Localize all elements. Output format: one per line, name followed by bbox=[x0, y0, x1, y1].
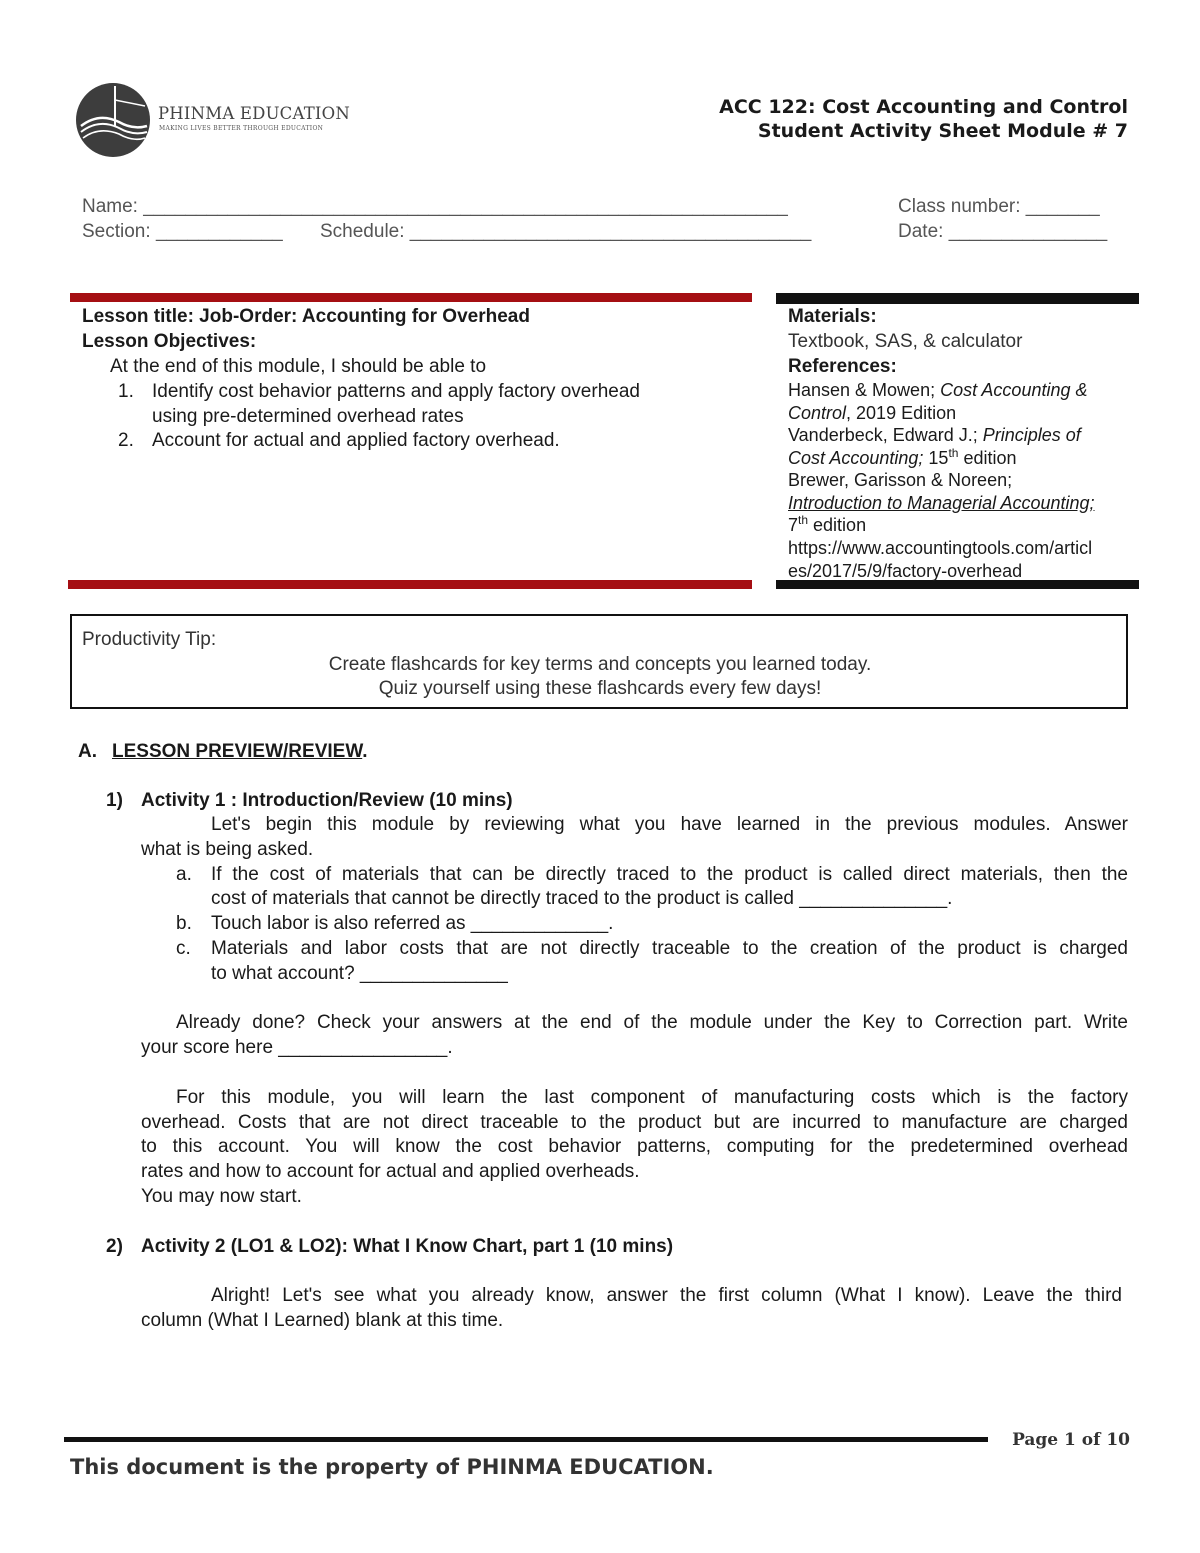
ref2-title-cont: Cost Accounting; bbox=[788, 447, 924, 468]
question-b-line1: Touch labor is also referred as _____________. bbox=[211, 913, 614, 934]
tip-line-1: Create flashcards for key terms and concepts you learned today. bbox=[328, 654, 872, 675]
done-line2: your score here ________________. bbox=[141, 1037, 453, 1058]
property-notice: This document is the property of PHINMA EDUCATION. bbox=[70, 1455, 714, 1479]
question-c-line2: to what account? ______________ bbox=[211, 963, 508, 984]
class-number-label: Class number: bbox=[898, 196, 1021, 217]
reference-3 bbox=[788, 469, 1095, 537]
ref3-edition-sup: th bbox=[798, 513, 809, 528]
materials-items: Textbook, SAS, & calculator bbox=[788, 331, 1023, 352]
activity-2-number: 2) bbox=[106, 1236, 123, 1257]
ref2-edition-word: edition bbox=[958, 447, 1017, 468]
objective-2-line1: Account for actual and applied factory overhead. bbox=[152, 430, 560, 451]
schedule-label: Schedule: bbox=[320, 221, 405, 242]
objective-1-line1: Identify cost behavior patterns and apply factory overhead bbox=[152, 381, 640, 402]
module-paragraph-line3: to this account. You will know the cost behavior patterns, computing for the predetermined overhead bbox=[141, 1136, 1128, 1157]
ref3-title: Introduction to Managerial Accounting; bbox=[788, 492, 1095, 513]
section-a-heading bbox=[112, 740, 368, 765]
activity-1-number: 1) bbox=[106, 790, 123, 811]
date-label: Date: bbox=[898, 221, 944, 242]
question-c-label: c. bbox=[176, 938, 191, 959]
footer-rule bbox=[64, 1437, 988, 1442]
class-number-field[interactable] bbox=[898, 195, 1100, 220]
module-paragraph-line5: You may now start. bbox=[141, 1186, 302, 1207]
activity-2-heading: Activity 2 (LO1 & LO2): What I Know Chart, part 1 (10 mins) bbox=[141, 1236, 674, 1257]
ref3-edition-num: 7 bbox=[788, 515, 799, 536]
date-field[interactable] bbox=[898, 220, 1107, 245]
section-blank: ____________ bbox=[155, 221, 283, 242]
name-label: Name: bbox=[82, 196, 138, 217]
phinma-logo-icon bbox=[75, 82, 151, 158]
objective-1-number: 1. bbox=[118, 381, 134, 402]
schedule-field[interactable] bbox=[320, 220, 811, 245]
ref1-title: Cost Accounting & bbox=[940, 380, 1088, 400]
materials-heading: Materials: bbox=[788, 306, 877, 327]
module-paragraph-line2: overhead. Costs that are not direct traceable to the product but are incurred to manufacture are charged bbox=[141, 1112, 1128, 1133]
objectives-heading: Lesson Objectives: bbox=[82, 331, 257, 352]
page-number: Page 1 of 10 bbox=[1012, 1430, 1130, 1450]
section-a-letter: A. bbox=[78, 741, 97, 762]
logo-tagline: MAKING LIVES BETTER THROUGH EDUCATION bbox=[159, 125, 324, 132]
class-number-blank: _______ bbox=[1025, 196, 1100, 217]
ref4-url-line1: https://www.accountingtools.com/articl bbox=[788, 538, 1093, 558]
lesson-bottom-bar bbox=[68, 580, 752, 589]
ref3-authors: Brewer, Garisson & Noreen; bbox=[788, 470, 1013, 490]
activity-2-line2: column (What I Learned) blank at this time. bbox=[141, 1310, 504, 1331]
activity-2-line1: Alright! Let's see what you already know, answer the first column (What I know). Leave the third bbox=[211, 1285, 1122, 1306]
name-blank: _____________________________________________________________ bbox=[143, 196, 788, 217]
activity-1-heading: Activity 1 : Introduction/Review (10 mins) bbox=[141, 790, 513, 811]
references-heading: References: bbox=[788, 356, 897, 377]
logo-name: PHINMA EDUCATION bbox=[158, 104, 351, 123]
module-paragraph-line1: For this module, you will learn the last component of manufacturing costs which is the factory bbox=[176, 1087, 1128, 1108]
sheet-title: Student Activity Sheet Module # 7 bbox=[757, 120, 1128, 142]
course-title: ACC 122: Cost Accounting and Control bbox=[719, 96, 1128, 118]
objective-1-line2: using pre-determined overhead rates bbox=[152, 406, 464, 427]
section-label: Section: bbox=[82, 221, 151, 242]
section-a-period: . bbox=[362, 741, 368, 762]
ref2-edition-sup: th bbox=[948, 445, 959, 460]
ref1-edition: , 2019 Edition bbox=[846, 402, 957, 423]
question-c-line1: Materials and labor costs that are not directly traceable to the creation of the product is charged bbox=[211, 938, 1128, 959]
objectives-intro: At the end of this module, I should be able to bbox=[110, 356, 487, 377]
schedule-blank: ______________________________________ bbox=[409, 221, 812, 242]
activity-1-intro-line2: what is being asked. bbox=[141, 839, 314, 860]
ref1-title-cont: Control bbox=[788, 402, 847, 423]
ref2-edition-num: 15 bbox=[923, 447, 949, 468]
ref4-url-line2: es/2017/5/9/factory-overhead bbox=[788, 560, 1023, 581]
activity-1-intro-line1: Let's begin this module by reviewing what you have learned in the previous modules. Answer bbox=[211, 814, 1128, 835]
reference-4-link[interactable] bbox=[788, 537, 1092, 582]
question-a-label: a. bbox=[176, 864, 192, 885]
lesson-title: Lesson title: Job-Order: Accounting for Overhead bbox=[82, 306, 530, 327]
materials-top-bar bbox=[776, 293, 1139, 304]
section-a-title: LESSON PREVIEW/REVIEW bbox=[112, 741, 363, 762]
question-a-line2: cost of materials that cannot be directly traced to the product is called ______________. bbox=[211, 888, 953, 909]
reference-2 bbox=[788, 424, 1081, 469]
section-field[interactable] bbox=[82, 220, 283, 245]
reference-1 bbox=[788, 379, 1088, 424]
tip-line-2: Quiz yourself using these flashcards every few days! bbox=[378, 678, 822, 699]
question-a-line1: If the cost of materials that can be directly traced to the product is called direct materials, then the bbox=[211, 864, 1128, 885]
question-b-label: b. bbox=[176, 913, 192, 934]
ref2-authors: Vanderbeck, Edward J.; bbox=[788, 425, 983, 445]
ref2-title: Principles of bbox=[982, 425, 1081, 445]
tip-label: Productivity Tip: bbox=[82, 629, 217, 650]
module-paragraph-line4: rates and how to account for actual and applied overheads. bbox=[141, 1161, 640, 1182]
ref3-edition-word: edition bbox=[808, 515, 867, 536]
done-line1: Already done? Check your answers at the end of the module under the Key to Correction part. Write bbox=[176, 1012, 1128, 1033]
name-field[interactable] bbox=[82, 195, 788, 220]
ref1-authors: Hansen & Mowen; bbox=[788, 380, 941, 400]
date-blank: _______________ bbox=[948, 221, 1108, 242]
lesson-top-bar bbox=[70, 293, 752, 302]
objective-2-number: 2. bbox=[118, 430, 134, 451]
